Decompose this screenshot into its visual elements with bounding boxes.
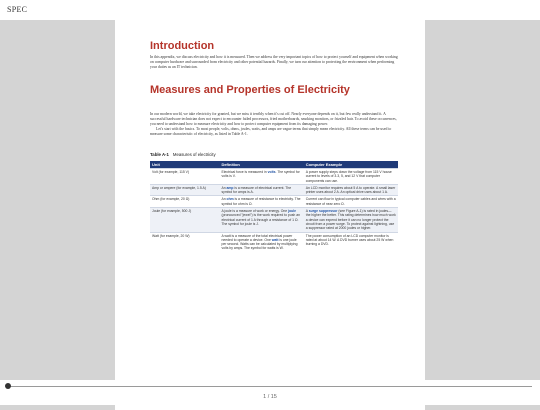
definition-cell xyxy=(219,208,303,232)
table-row xyxy=(150,196,398,208)
document-page xyxy=(115,20,425,410)
example-cell xyxy=(304,208,398,232)
key-term: volts xyxy=(267,170,276,174)
table-row xyxy=(150,208,398,232)
key-term: watt xyxy=(271,237,279,242)
unit-cell: Joule (for example, 500 J) xyxy=(150,208,219,232)
viewer-footer xyxy=(0,380,540,405)
measures-paragraph-1: In our modern world, we take electricity for granted, but we miss it terribly when it's cut off. Nearly everyone depends on it, but few really understand it. A successful hardware technician does not expect to encounter failed processors, fried motherboards, smoking monitors, or frizzled hair. To avoid these occurrences, you need to understand how to measure electricity and how to protect computer equipment from its damaging power. xyxy=(150,112,397,126)
definition-cell xyxy=(219,169,303,185)
example-cell: Current can flow in typical computer cables and wires with a resistance of near zero Ω. xyxy=(304,196,398,208)
example-cell: An LCD monitor requires about 5 A to operate. A small laser printer uses about 2 A. An optical drive uses about 1 A. xyxy=(304,184,398,196)
table-header-row xyxy=(150,161,398,169)
unit-cell: Ohm (for example, 20 Ω) xyxy=(150,196,219,208)
definition-text: is a measure of electrical current. The symbol for amps is A. xyxy=(221,185,292,195)
definition-text: A watt is a measure of the total electrical power needed to operate a device. One xyxy=(221,233,293,242)
definition-text: An xyxy=(221,185,227,190)
table-caption-number: Table A-1 xyxy=(150,152,169,157)
example-cell: The power consumption of an LCD computer monitor is rated at about 14 W. A DVD burner uses about 25 W when burning a DVD. xyxy=(304,232,398,252)
key-term: joule xyxy=(288,209,297,214)
page-progress-thumb[interactable] xyxy=(5,383,11,389)
table-caption xyxy=(150,152,398,157)
definition-text: An xyxy=(221,197,227,202)
app-title: SPEC xyxy=(7,5,28,14)
unit-cell: Watt (for example, 20 W) xyxy=(150,232,219,252)
definition-text: Electrical force is measured in xyxy=(221,170,268,174)
intro-heading: Introduction xyxy=(150,40,215,52)
table-row xyxy=(150,232,398,252)
page-indicator: 1 / 15 xyxy=(263,394,277,400)
definition-text: A joule is a measure of work or energy. One xyxy=(221,209,289,214)
app-header xyxy=(0,0,540,20)
table-caption-title: Measures of electricity xyxy=(172,152,216,157)
column-header-definition: Definition xyxy=(219,161,303,169)
key-term: surge suppressor xyxy=(308,209,338,214)
definition-cell xyxy=(219,184,303,196)
definition-text: . The symbol for volts is V. xyxy=(221,170,300,179)
measures-heading: Measures and Properties of Electricity xyxy=(150,84,350,96)
definition-text: is one joule per second. Watts can be calculated by multiplying volts by amps. The symbol for watts is W. xyxy=(221,237,298,251)
unit-cell: Amp or ampere (for example, 1.5 A) xyxy=(150,184,219,196)
column-header-unit: Unit xyxy=(150,161,219,169)
example-text: A xyxy=(305,209,309,214)
key-term: ohm xyxy=(226,197,234,202)
definition-text: is a measure of resistance to electricity. The symbol for ohm is Ω. xyxy=(221,197,301,206)
page-progress-track[interactable] xyxy=(8,386,532,387)
table-row xyxy=(150,169,398,185)
definition-cell xyxy=(219,232,303,252)
definition-cell xyxy=(219,196,303,208)
electricity-table xyxy=(150,161,398,252)
example-text: (see Figure A-1) is rated in joules—the higher the better. This rating determines how much work a device can expend before it can no longer protect the circuit from a power surge. To protect against lightning, use a suppressor rated at 2000 joules or higher. xyxy=(305,209,396,231)
table-row xyxy=(150,184,398,196)
measures-paragraph-2: Let's start with the basics. To most people, volts, ohms, joules, watts, and amps are vague terms that simply mean electricity. All these terms can be used to measure some characteristic of electricity, as listed in Table A-1. xyxy=(150,127,392,136)
column-header-example: Computer Example xyxy=(304,161,398,169)
intro-paragraph: In this appendix, we discuss electricity and how it is measured. Then we address the very important topics of how to protect yourself and equipment when working on computer hardware and surrounded from electricity and other potential hazards. Finally, we turn our attention to protecting the environment when performing your duties as an IT technician. xyxy=(150,55,398,69)
definition-text: (pronounced "jewel") is the work required to push an electrical current of 1 A through a resistance of 1 Ω. The symbol for joule is J. xyxy=(221,213,300,226)
unit-cell: Volt (for example, 115 V) xyxy=(150,169,219,185)
key-term: amp xyxy=(226,185,234,190)
page-content xyxy=(150,40,398,252)
example-cell: A power supply steps down the voltage from 115 V house current to levels of 3.3, 5, and 12 V that computer components can use. xyxy=(304,169,398,185)
